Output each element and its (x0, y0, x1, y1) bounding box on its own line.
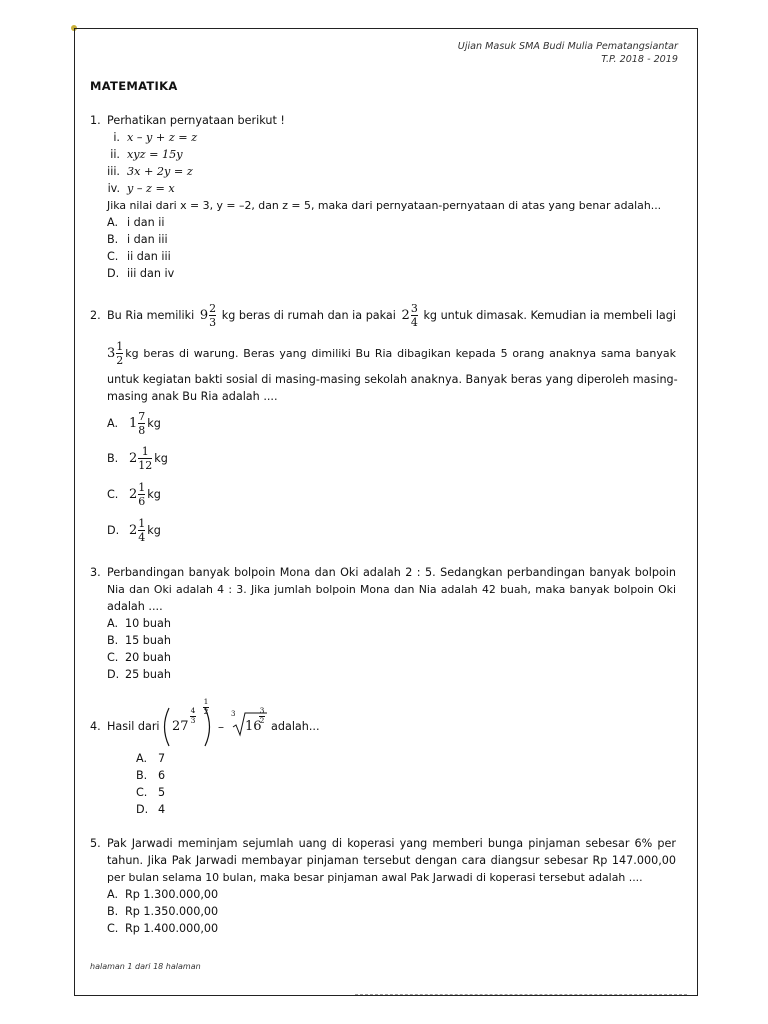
statement-expression: xyz = 15y (127, 148, 183, 161)
option-text: 5 (158, 786, 166, 799)
question-line-2: tahun. Jika Pak Jarwadi membayar pinjaman tersebut dengan cara diangsur sebesar Rp 147.000,00 (107, 854, 676, 867)
exponent-denominator: 2 (259, 716, 265, 725)
text-segment: Bu Ria memiliki (107, 308, 195, 322)
minus-sign: – (218, 720, 224, 734)
option-text: ii dan iii (127, 250, 171, 263)
option-text: 20 buah (125, 651, 171, 664)
option-text: 4 (158, 803, 166, 816)
option-a[interactable] (107, 409, 161, 437)
root-index: 3 (231, 710, 236, 718)
question-line-2: Nia dan Oki adalah 4 : 3. Jika jumlah bolpoin Mona dan Nia adalah 42 buah, maka banyak bolpoin Oki (107, 583, 676, 596)
unit: kg (154, 451, 168, 465)
fraction-whole: 2 (129, 486, 138, 502)
question-line-1: Perbandingan banyak bolpoin Mona dan Oki adalah 2 : 5. Sedangkan perbandingan banyak bolpoin (107, 566, 676, 579)
question-number: 4. (90, 720, 101, 733)
option-text: Rp 1.400.000,00 (125, 922, 219, 935)
fraction-denominator: 6 (138, 494, 146, 508)
statement-roman: iv. (107, 182, 120, 195)
option-letter: C. (107, 487, 119, 501)
option-letter: B. (107, 233, 119, 246)
question-line-3: per bulan selama 10 bulan, maka besar pinjaman awal Pak Jarwadi di koperasi tersebut adalah .... (107, 871, 643, 884)
exponent-denominator: 3 (190, 716, 196, 725)
option-letter: D. (136, 803, 149, 816)
text-segment: kg untuk dimasak. Kemudian ia membeli lagi (423, 308, 676, 322)
mixed-fraction (129, 517, 145, 544)
fraction-denominator: 4 (410, 315, 418, 329)
fraction (116, 340, 123, 367)
option-text: Rp 1.300.000,00 (125, 888, 219, 901)
option-text: 7 (158, 752, 166, 765)
option-letter: A. (107, 888, 119, 901)
question-number: 2. (90, 309, 101, 322)
option-letter: C. (107, 922, 119, 935)
fraction-whole: 9 (199, 307, 209, 323)
fraction-numerator: 1 (138, 516, 146, 530)
option-letter: A. (136, 752, 148, 765)
statement-expression: x – y + z = z (127, 131, 198, 144)
fraction (138, 517, 145, 544)
mixed-fraction (129, 445, 152, 472)
fraction-denominator: 3 (209, 315, 217, 329)
option-text: iii dan iv (127, 267, 175, 280)
fraction (138, 445, 152, 472)
question-line-2 (107, 335, 676, 371)
fraction-whole: 2 (129, 522, 138, 538)
option-letter: A. (107, 216, 119, 229)
option-text: i dan iii (127, 233, 168, 246)
question-line-4: masing anak Bu Ria adalah .... (107, 390, 278, 403)
text-segment: kg beras di rumah dan ia pakai (221, 308, 396, 322)
outer-exponent-numerator: 1 (203, 697, 209, 706)
fraction-denominator: 8 (138, 423, 146, 437)
statement-expression: y – z = x (127, 182, 175, 195)
mixed-fraction (402, 302, 418, 329)
option-text: 6 (158, 769, 166, 782)
fraction-numerator: 3 (410, 301, 418, 315)
page-footer: halaman 1 dari 18 halaman (90, 962, 201, 971)
fraction-numerator: 1 (116, 339, 124, 353)
question-line-3: untuk kegiatan bakti sosial di masing-masing sekolah anaknya. Banyak beras yang diperoleh masing- (107, 373, 678, 386)
option-text: 10 buah (125, 617, 171, 630)
bottom-dashed-line (355, 994, 687, 995)
fraction-denominator: 12 (138, 458, 153, 472)
question-line-1: Pak Jarwadi meminjam sejumlah uang di koperasi yang memberi bunga pinjaman sebesar 6% per (107, 837, 676, 850)
unit: kg (147, 523, 161, 537)
base-16: 16 (245, 719, 262, 734)
fraction (138, 481, 145, 508)
fraction-numerator: 1 (141, 444, 149, 458)
fraction-denominator: 4 (138, 530, 146, 544)
fraction-numerator: 1 (138, 480, 146, 494)
question-line-1 (107, 297, 676, 333)
header-school: Ujian Masuk SMA Budi Mulia Pematangsiantar (457, 41, 678, 52)
fraction (138, 410, 145, 437)
fraction (209, 302, 216, 329)
option-text: i dan ii (127, 216, 165, 229)
statement-roman: ii. (110, 148, 120, 161)
fraction-denominator: 2 (116, 353, 124, 367)
mixed-fraction (129, 481, 145, 508)
base-27: 27 (172, 719, 189, 734)
option-letter: B. (107, 634, 119, 647)
page-title: MATEMATIKA (90, 79, 178, 93)
option-letter: A. (107, 416, 119, 430)
mixed-fraction (129, 410, 145, 437)
question-number: 1. (90, 114, 101, 127)
fraction-numerator: 7 (138, 409, 146, 423)
outer-exponent-denominator: 2 (203, 707, 209, 716)
option-letter: B. (107, 451, 119, 465)
question-text: Perhatikan pernyataan berikut ! (107, 114, 285, 127)
option-letter: D. (107, 267, 120, 280)
fraction (411, 302, 418, 329)
option-letter: B. (107, 905, 119, 918)
option-c[interactable] (107, 480, 161, 508)
option-text: 15 buah (125, 634, 171, 647)
statement-roman: i. (113, 131, 120, 144)
option-letter: D. (107, 668, 120, 681)
fraction-whole: 2 (129, 450, 138, 466)
option-d[interactable] (107, 516, 161, 544)
question-text-end: adalah... (271, 720, 320, 733)
option-letter: A. (107, 617, 119, 630)
exponent-numerator: 3 (259, 706, 265, 715)
option-letter: D. (107, 523, 120, 537)
option-text: 25 buah (125, 668, 171, 681)
question-text: Hasil dari (107, 720, 160, 733)
fraction-numerator: 2 (209, 301, 217, 315)
text-segment: kg beras di warung. Beras yang dimiliki Bu Ria dibagikan kepada 5 orang anaknya sama banyak (125, 346, 676, 360)
mixed-fraction (200, 302, 216, 329)
unit: kg (147, 487, 161, 501)
option-letter: C. (107, 250, 119, 263)
mixed-fraction (107, 340, 123, 367)
header-year: T.P. 2018 - 2019 (601, 54, 678, 65)
option-letter: C. (107, 651, 119, 664)
option-letter: B. (136, 769, 148, 782)
exponent-numerator: 4 (190, 706, 196, 715)
option-text: Rp 1.350.000,00 (125, 905, 219, 918)
left-paren (165, 708, 170, 746)
option-b[interactable] (107, 444, 168, 472)
statement-roman: iii. (107, 165, 120, 178)
fraction-whole: 3 (107, 345, 116, 361)
question-prompt: Jika nilai dari x = 3, y = –2, dan z = 5, maka dari pernyataan-pernyataan di atas yang benar adalah... (107, 199, 662, 212)
question-number: 3. (90, 566, 101, 579)
statement-expression: 3x + 2y = z (127, 165, 193, 178)
option-letter: C. (136, 786, 148, 799)
question-line-3: adalah .... (107, 600, 163, 613)
fraction-whole: 1 (129, 415, 138, 431)
fraction-whole: 2 (401, 307, 410, 323)
question-number: 5. (90, 837, 101, 850)
unit: kg (147, 416, 161, 430)
